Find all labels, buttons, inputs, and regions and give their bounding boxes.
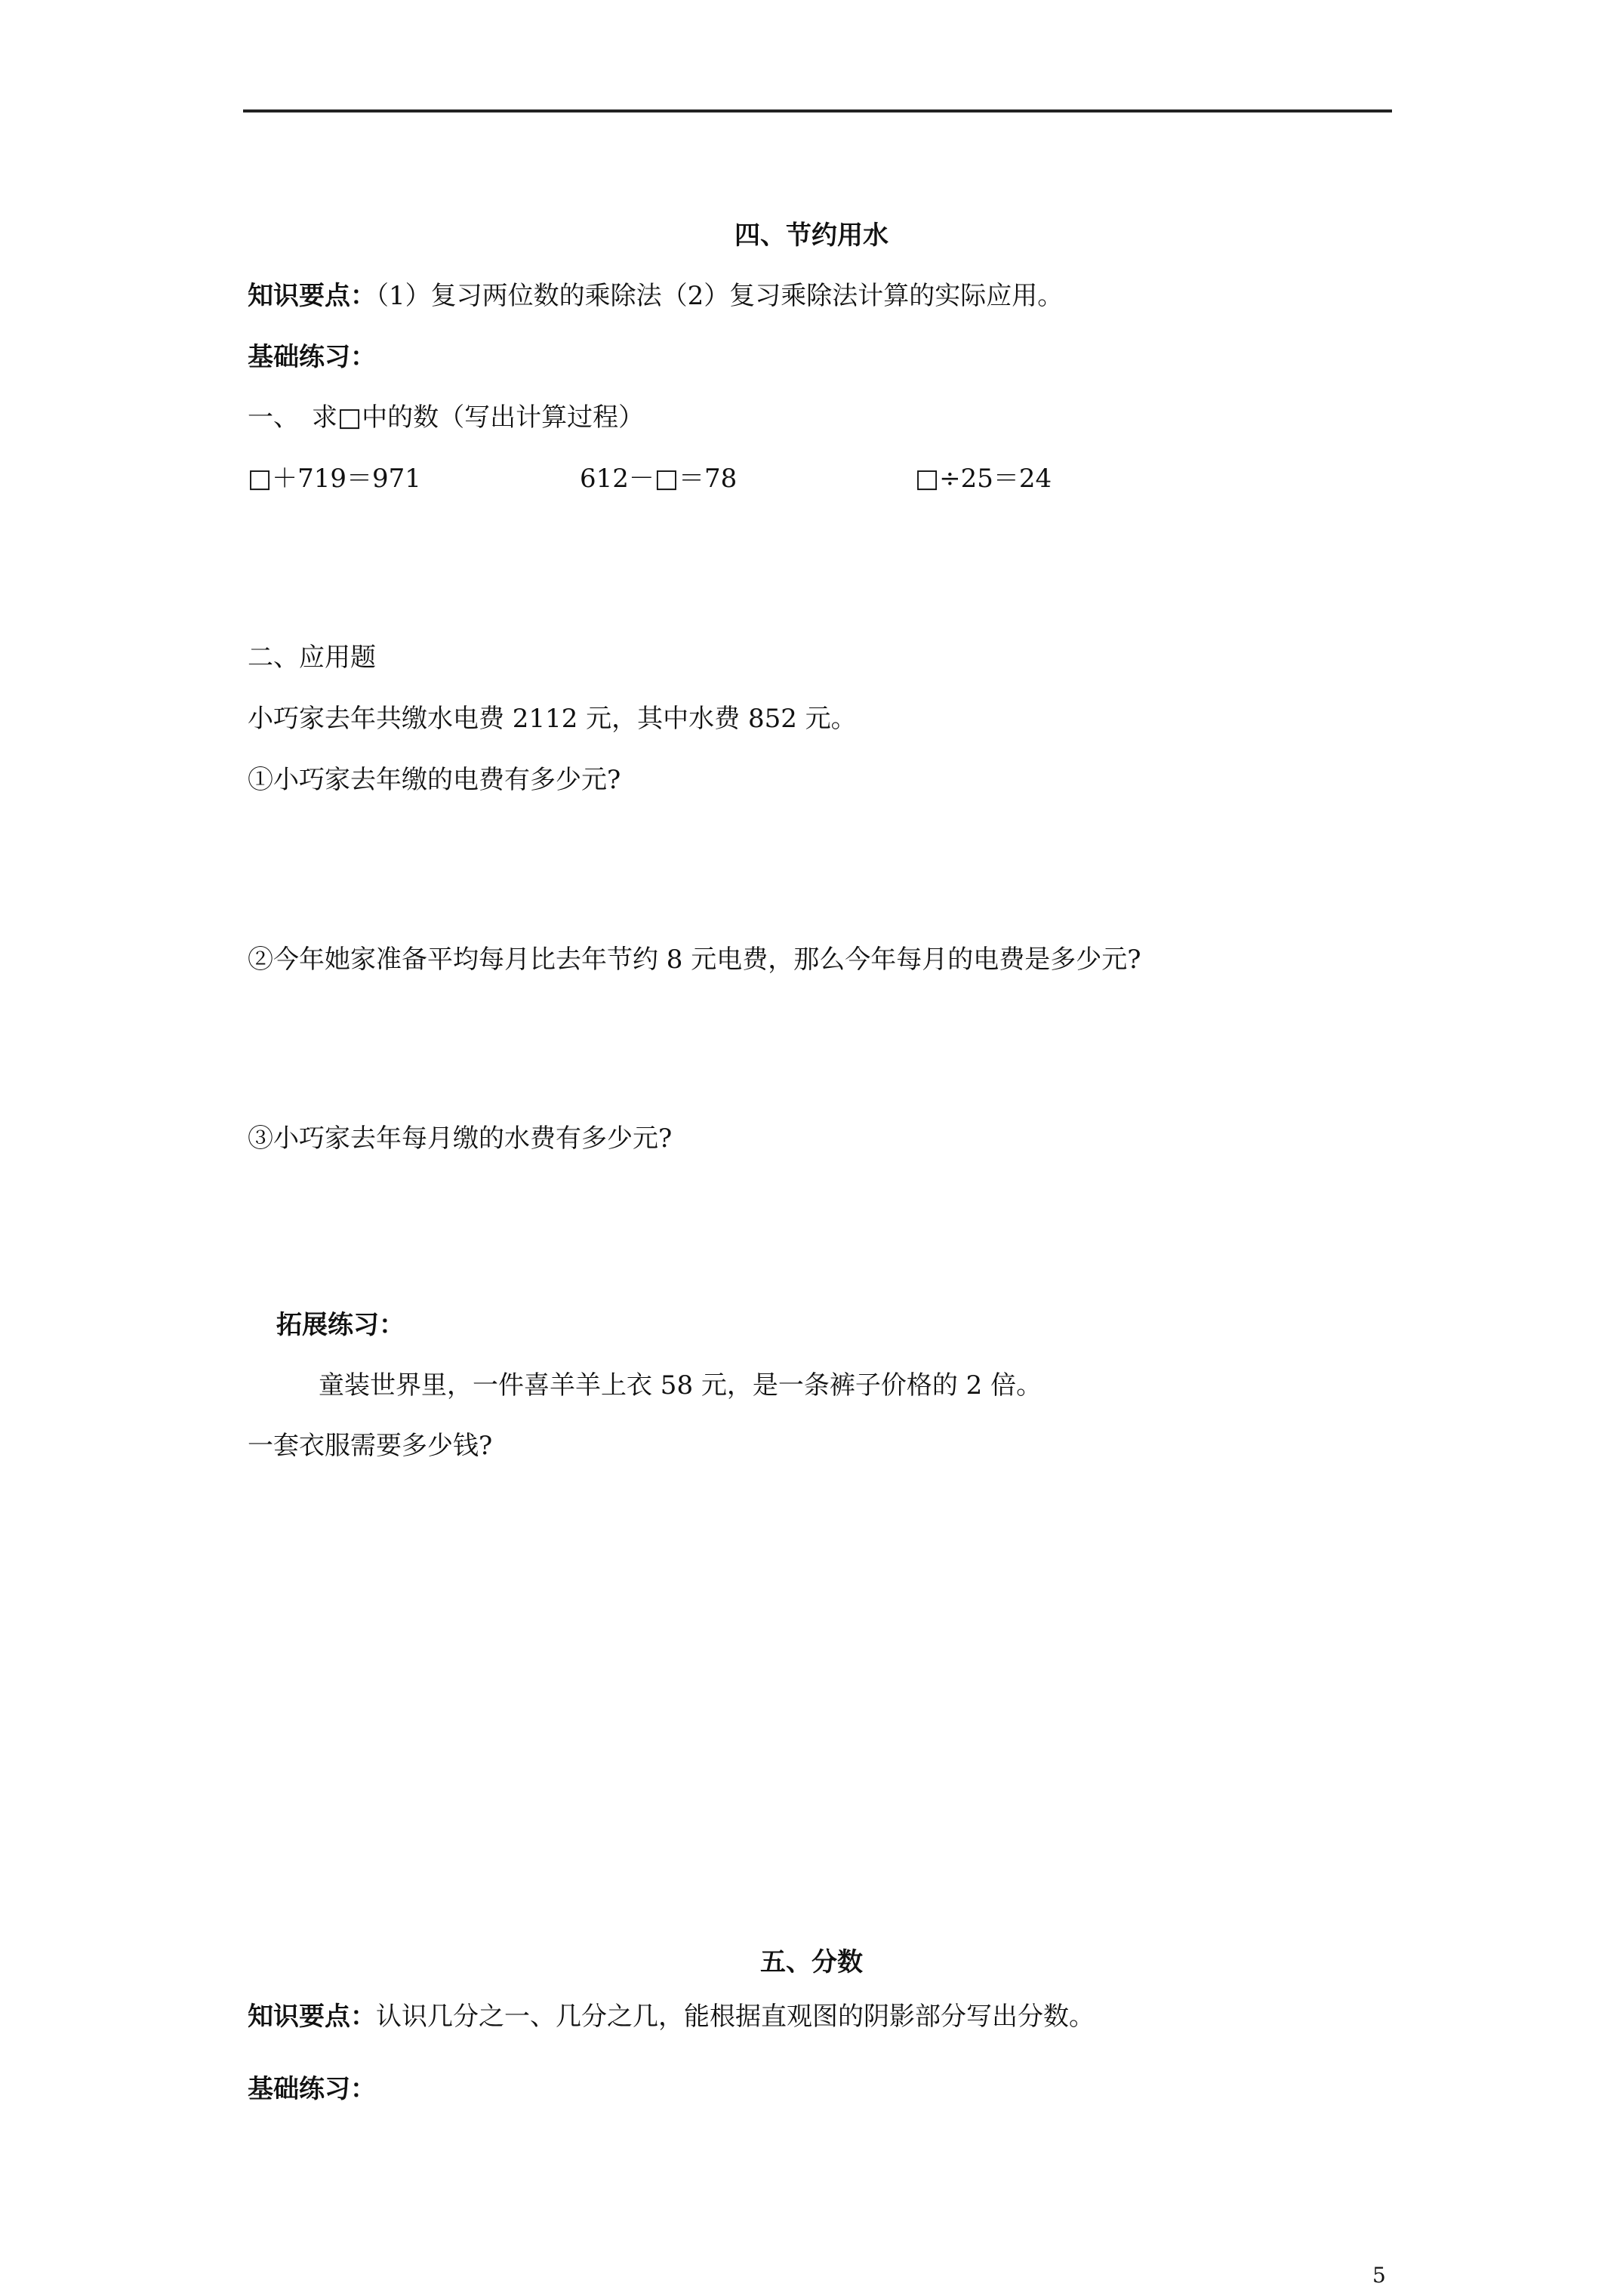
equation-2: 612－□＝78 (580, 464, 738, 494)
section-4-basic-practice: 基础练习： (248, 342, 376, 372)
question-1-heading: 一、 求□中的数（写出计算过程） (248, 402, 645, 433)
section-5-basic-practice: 基础练习： (248, 2074, 376, 2104)
section-5-key-points (248, 2000, 1095, 2033)
section-4-title: 四、节约用水 (735, 220, 888, 251)
extension-line-2: 一套衣服需要多少钱? (248, 1431, 493, 1461)
sub-question-3: ③小巧家去年每月缴的水费有多少元? (248, 1123, 673, 1154)
header-rule (243, 109, 1392, 112)
sub-question-1: ①小巧家去年缴的电费有多少元? (248, 765, 621, 795)
question-2-heading: 二、应用题 (248, 643, 376, 673)
equation-1: □＋719＝971 (248, 464, 421, 494)
equation-3: □÷25＝24 (915, 464, 1052, 494)
key-points-text: 认识几分之一、几分之几，能根据直观图的阴影部分写出分数。 (376, 2002, 1095, 2032)
extension-label: 拓展练习： (276, 1310, 405, 1340)
problem-text: 小巧家去年共缴水电费 2112 元，其中水费 852 元。 (248, 704, 857, 734)
key-points-text: （1）复习两位数的乘除法（2）复习乘除法计算的实际应用。 (376, 281, 1064, 311)
extension-line-1: 童装世界里，一件喜羊羊上衣 58 元，是一条裤子价格的 2 倍。 (319, 1370, 1042, 1401)
key-points-label: 知识要点： (248, 2002, 376, 2032)
key-points-label: 知识要点： (248, 281, 376, 311)
section-5-title: 五、分数 (760, 1947, 863, 1977)
page-number: 5 (1372, 2263, 1386, 2288)
section-4-key-points (248, 279, 1063, 313)
sub-question-2: ②今年她家准备平均每月比去年节约 8 元电费，那么今年每月的电费是多少元? (248, 945, 1141, 975)
